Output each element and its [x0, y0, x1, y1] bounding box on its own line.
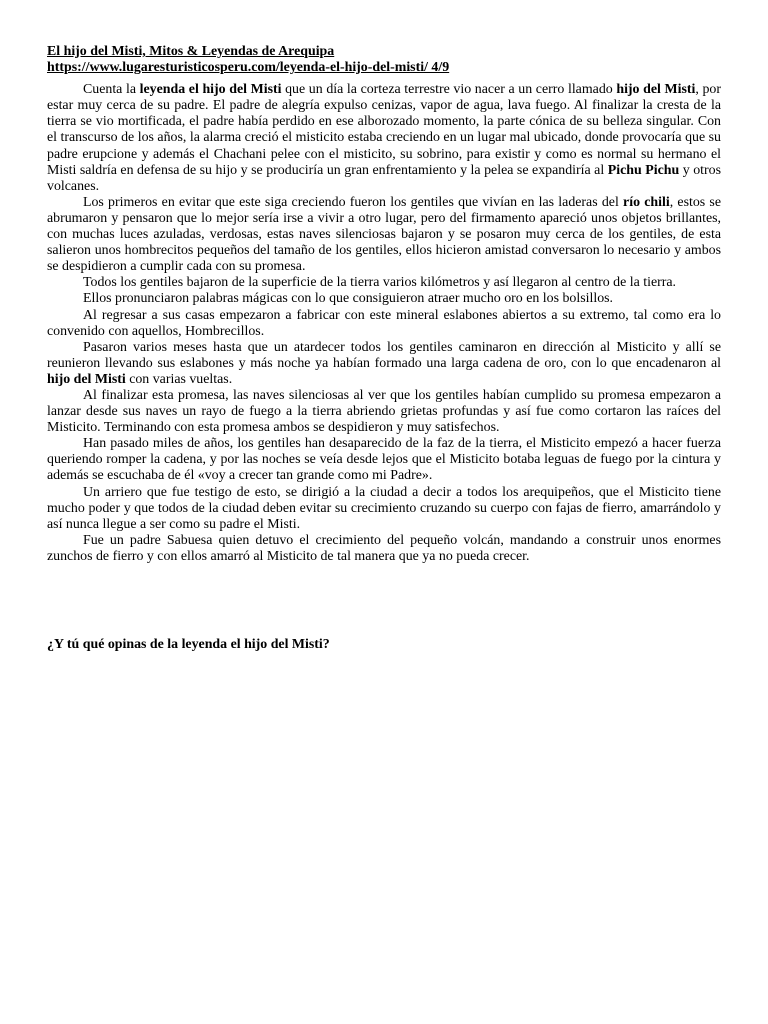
legend-paragraph: [47, 436, 721, 484]
bold-term: río chili: [623, 194, 670, 210]
text-run: Fue un padre Sabuesa quien detuvo el crecimiento del pequeño volcán, mandando a construir unos enormes zunchos de fierro y con ellos amarró al Misticito de tal manera que ya no pueda crecer.: [47, 532, 721, 564]
text-run: Los primeros en evitar que este siga creciendo fueron los gentiles que vivían en las laderas del: [83, 194, 624, 210]
closing-question: ¿Y tú qué opinas de la leyenda el hijo del Misti?: [47, 637, 330, 652]
text-run: Cuenta la: [83, 82, 140, 98]
legend-paragraph: [47, 82, 721, 195]
legend-body: [47, 82, 721, 565]
legend-paragraph: [47, 195, 721, 275]
document-title: El hijo del Misti, Mitos & Leyendas de Arequipa: [47, 44, 335, 59]
legend-paragraph: [47, 485, 721, 533]
text-run: , por estar muy cerca de su padre. El padre de alegría expulso cenizas, vapor de agua, lava fuego. Al finalizar la cresta de la tierra se vio mortificada, el padre había perdido en ese alborozado momento, la parte cónica de su belleza singular. Con el transcurso de los años, la alarma creció el misticito estaba creciendo en un lugar mal ubicado, donde provocaría que su padre erupcione y además el Chachani pelee con el misticito, su sobrino, para existir y como es normal su hermano el Misti saldría en defensa de su hijo y se produciría un gran enfrentamiento y la pelea se expandiría al: [47, 82, 721, 178]
legend-paragraph: [47, 291, 721, 307]
legend-paragraph: [47, 275, 721, 291]
text-run: , estos se abrumaron y pensaron que lo mejor sería irse a vivir a otro lugar, pero del firmamento apareció unos objetos brillantes, con muchas luces azuladas, verdosas, estas naves silenciosas bajaron y se posaron muy cerca de los gentiles, de esta salieron unos hombrecitos pequeños del tamaño de los gentiles, ellos hicieron amistad conversaron lo necesario y ambos se despidieron a cumplir cada con su promesa.: [47, 194, 721, 275]
legend-paragraph: [47, 533, 721, 565]
text-run: Ellos pronunciaron palabras mágicas con lo que consiguieron atraer mucho oro en los bolsillos.: [83, 291, 614, 307]
text-run: Han pasado miles de años, los gentiles han desaparecido de la faz de la tierra, el Misticito empezó a hacer fuerza queriendo romper la cadena, y por las noches se veía desde lejos que el Misticito botaba leguas de fuego por la cintura y además se escuchaba de él «voy a crecer tan grande como mi Padre».: [47, 436, 721, 484]
text-run: Al regresar a sus casas empezaron a fabricar con este mineral eslabones abiertos a su extremo, tal como era lo convenido con aquellos, Hombrecillos.: [47, 307, 721, 339]
document-page: [47, 44, 721, 565]
source-url: https://www.lugaresturisticosperu.com/leyenda-el-hijo-del-misti/ 4/9: [47, 60, 450, 76]
bold-term: hijo del Misti: [47, 371, 126, 387]
legend-paragraph: [47, 308, 721, 340]
legend-paragraph: [47, 388, 721, 436]
text-run: que un día la corteza terrestre vio nacer a un cerro llamado: [281, 82, 617, 98]
bold-term: leyenda el hijo del Misti: [139, 82, 282, 98]
text-run: Pasaron varios meses hasta que un atardecer todos los gentiles caminaron en dirección al Misticito y allí se reunieron llevando sus eslabones y más noche ya habían formado una larga cadena de oro, con lo que encadenaron al: [47, 339, 721, 371]
text-run: con varias vueltas.: [125, 371, 233, 387]
text-run: y otros volcanes.: [47, 162, 721, 194]
text-run: Todos los gentiles bajaron de la superficie de la tierra varios kilómetros y así llegaron al centro de la tierra.: [83, 275, 677, 291]
legend-paragraph: [47, 340, 721, 388]
text-run: Al finalizar esta promesa, las naves silenciosas al ver que los gentiles habían cumplido su promesa empezaron a lanzar desde sus naves un rayo de fuego a la tierra abriendo grietas profundas y así fue como cortaron las raíces del Misticito. Terminando con esta promesa ambos se despidieron y muy satisfechos.: [47, 387, 721, 436]
text-run: Un arriero que fue testigo de esto, se dirigió a la ciudad a decir a todos los arequipeños, que el Misticito tiene mucho poder y que todos de la ciudad deben evitar su crecimiento cruzando su cuerpo con fajas de fierro, amarrándolo y así nunca llegue a ser como su padre el Misti.: [47, 484, 721, 532]
bold-term: Pichu Pichu: [607, 162, 680, 178]
bold-term: hijo del Misti: [616, 82, 696, 98]
